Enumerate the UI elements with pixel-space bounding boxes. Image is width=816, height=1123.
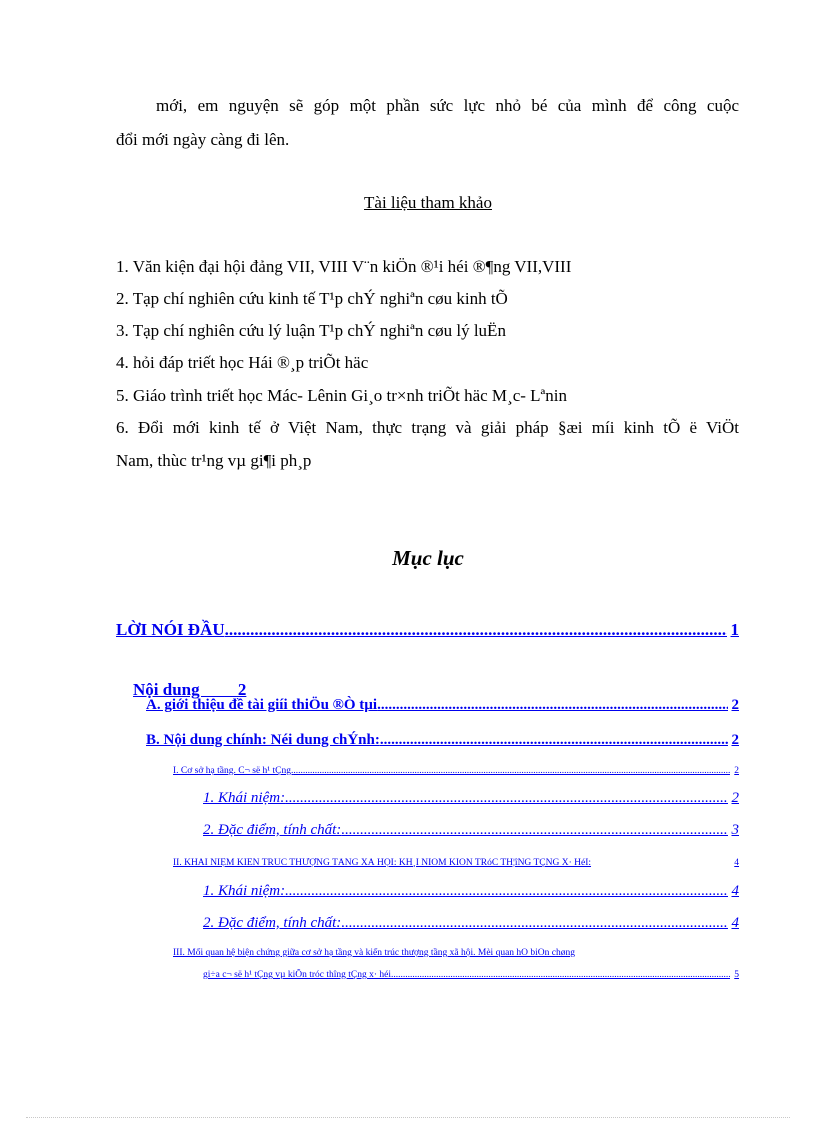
toc-entry-loi-noi-dau[interactable] bbox=[116, 620, 739, 640]
reference-item-continuation: Nam, thùc tr¹ng vµ gi¶i ph¸p bbox=[116, 451, 312, 470]
toc-entry-page: 2 bbox=[731, 697, 739, 713]
toc-leader bbox=[285, 883, 727, 900]
toc-leader bbox=[341, 822, 727, 839]
toc-entry-page: 4 bbox=[731, 883, 739, 899]
toc-leader bbox=[380, 732, 728, 749]
toc-entry-label: Nội dung 2 bbox=[133, 680, 247, 699]
toc-entry-label: B. Nội dung chính: Néi dung chÝnh: bbox=[146, 732, 380, 748]
toc-entry-label: 1. Khái niệm: bbox=[203, 790, 286, 806]
toc-entry-page: 2 bbox=[731, 790, 739, 806]
reference-item: 2. Tạp chí nghiên cứu kinh tế T¹p chÝ nghiªn cøu kinh tÕ bbox=[116, 289, 508, 308]
toc-entry-ii-2[interactable] bbox=[203, 915, 739, 932]
toc-entry-label: II. KHÁI NIỆM KIẾN TRÚC THƯỢNG TẦNG XÃ HỘI: KH¸I NIÖM KIÕN TRóC TH¦îNG TÇNG X· HéI: bbox=[173, 858, 592, 868]
reference-item: 4. hỏi đáp triết học Hái ®¸p triÕt häc bbox=[116, 353, 369, 372]
toc-entry-page: 4 bbox=[731, 915, 739, 931]
toc-entry-page: 1 bbox=[730, 620, 739, 639]
toc-entry-ii-1[interactable] bbox=[203, 883, 739, 900]
reference-item: 6. Đổi mới kinh tế ở Việt Nam, thực trạng và giải pháp §æi míi kinh tÕ ë ViÖt bbox=[116, 418, 739, 437]
toc-entry-page: 2 bbox=[734, 766, 739, 776]
reference-item: 1. Văn kiện đại hội đảng VII, VIII V¨n kiÖn ®¹i héi ®¶ng VII,VIII bbox=[116, 257, 572, 276]
references-title: Tài liệu tham khảo bbox=[364, 193, 492, 212]
toc-entry-label: III. Mối quan hệ biện chứng giữa cơ sở hạ tầng và kiến trúc thượng tầng xã hội. Mèi quan hÖ biÖn chøng bbox=[173, 948, 575, 958]
toc-entry-label-line2: gi÷a c¬ së h¹ tÇng vµ kiÕn tróc thîng tÇng x· héi. bbox=[203, 970, 394, 980]
toc-entry-label: LỜI NÓI ĐẦU bbox=[116, 620, 225, 639]
toc-leader bbox=[393, 970, 730, 980]
reference-item: 3. Tạp chí nghiên cứu lý luận T¹p chÝ nghiªn cøu lý luËn bbox=[116, 321, 506, 340]
toc-entry-page: 4 bbox=[734, 858, 739, 868]
toc-entry-label: 2. Đặc điểm, tính chất: bbox=[203, 915, 342, 931]
toc-leader bbox=[225, 620, 727, 640]
toc-entry-ii[interactable] bbox=[173, 858, 739, 868]
intro-line-1: mới, em nguyện sẽ góp một phần sức lực nhỏ bé của mình để công cuộc bbox=[156, 96, 739, 115]
toc-leader bbox=[285, 790, 727, 807]
toc-leader bbox=[293, 766, 730, 776]
toc-entry-page: 2 bbox=[731, 732, 739, 748]
toc-title: Mục lục bbox=[392, 546, 464, 570]
toc-entry-label: 1. Khái niệm: bbox=[203, 883, 286, 899]
toc-leader bbox=[341, 915, 727, 932]
toc-entry-i-1[interactable] bbox=[203, 790, 739, 807]
toc-entry-page: 5 bbox=[734, 970, 739, 980]
toc-entry-label: 2. Đặc điểm, tính chất: bbox=[203, 822, 342, 838]
page-bottom-rule bbox=[26, 1117, 790, 1118]
toc-entry-iii-continuation[interactable] bbox=[203, 970, 739, 980]
intro-line-2: đổi mới ngày càng đi lên. bbox=[116, 130, 290, 149]
toc-entry-label: A. giới thiệu đề tài giíi thiÖu ®Ò tµi bbox=[146, 697, 378, 713]
toc-entry-i-2[interactable] bbox=[203, 822, 739, 839]
toc-entry-iii[interactable] bbox=[173, 948, 739, 958]
toc-entry-a[interactable] bbox=[146, 697, 739, 714]
toc-entry-b[interactable] bbox=[146, 732, 739, 749]
toc-leader bbox=[377, 697, 727, 714]
toc-entry-label: I. Cơ sở hạ tầng. C¬ së h¹ tÇng. bbox=[173, 766, 294, 776]
reference-item: 5. Giáo trình triết học Mác- Lênin Gi¸o tr×nh triÕt häc M¸c- Lªnin bbox=[116, 386, 567, 405]
toc-entry-i[interactable] bbox=[173, 766, 739, 776]
toc-entry-page: 3 bbox=[731, 822, 739, 838]
